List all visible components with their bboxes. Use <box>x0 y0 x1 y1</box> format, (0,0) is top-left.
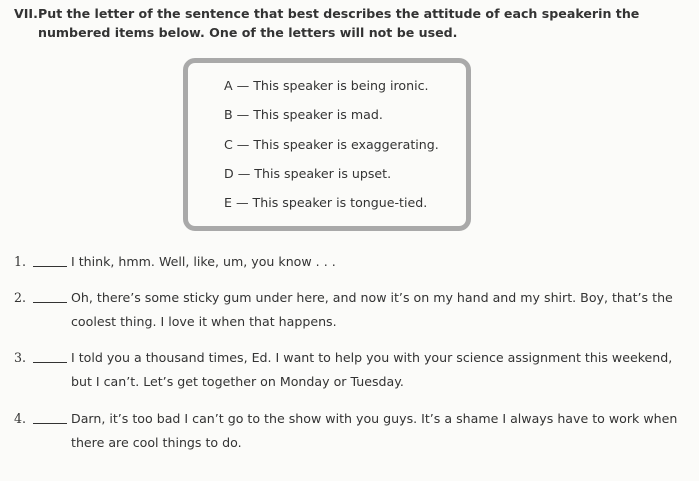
item-text: Oh, there’s some sticky gum under here, and now it’s on my hand and my shirt. Boy, that’s the coolest thing. I love it when that happens. <box>71 290 673 329</box>
item-number: 2. <box>14 290 27 305</box>
item-number: 3. <box>14 350 27 365</box>
item-text: Darn, it’s too bad I can’t go to the show with you guys. It’s a shame I always have to work when there are cool things to do. <box>71 411 678 450</box>
section-number: VII. <box>14 6 38 21</box>
option-b: B — This speaker is mad. <box>224 107 383 123</box>
answer-blank[interactable] <box>33 362 67 363</box>
instructions <box>14 4 684 42</box>
question-item <box>14 286 684 334</box>
item-text: I told you a thousand times, Ed. I want to help you with your science assignment this weekend, but I can’t. Let’s get together on Monday or Tuesday. <box>71 350 673 389</box>
question-item <box>14 346 684 394</box>
item-number: 4. <box>14 411 27 426</box>
answer-blank[interactable] <box>33 302 67 303</box>
option-c: C — This speaker is exaggerating. <box>224 136 439 152</box>
instructions-text: Put the letter of the sentence that best describes the attitude of each speakerin the numbered items below. One of the letters will not be used. <box>38 6 640 40</box>
item-number: 1. <box>14 254 27 269</box>
option-a: A — This speaker is being ironic. <box>224 78 429 93</box>
option-d: D — This speaker is upset. <box>224 165 392 181</box>
option-e: E — This speaker is tongue-tied. <box>224 195 428 211</box>
question-item <box>14 407 684 455</box>
answer-blank[interactable] <box>33 266 67 267</box>
question-item <box>14 250 684 274</box>
answer-blank[interactable] <box>33 423 67 424</box>
answer-options-box <box>183 58 471 231</box>
item-text: I think, hmm. Well, like, um, you know . . . <box>71 254 336 269</box>
